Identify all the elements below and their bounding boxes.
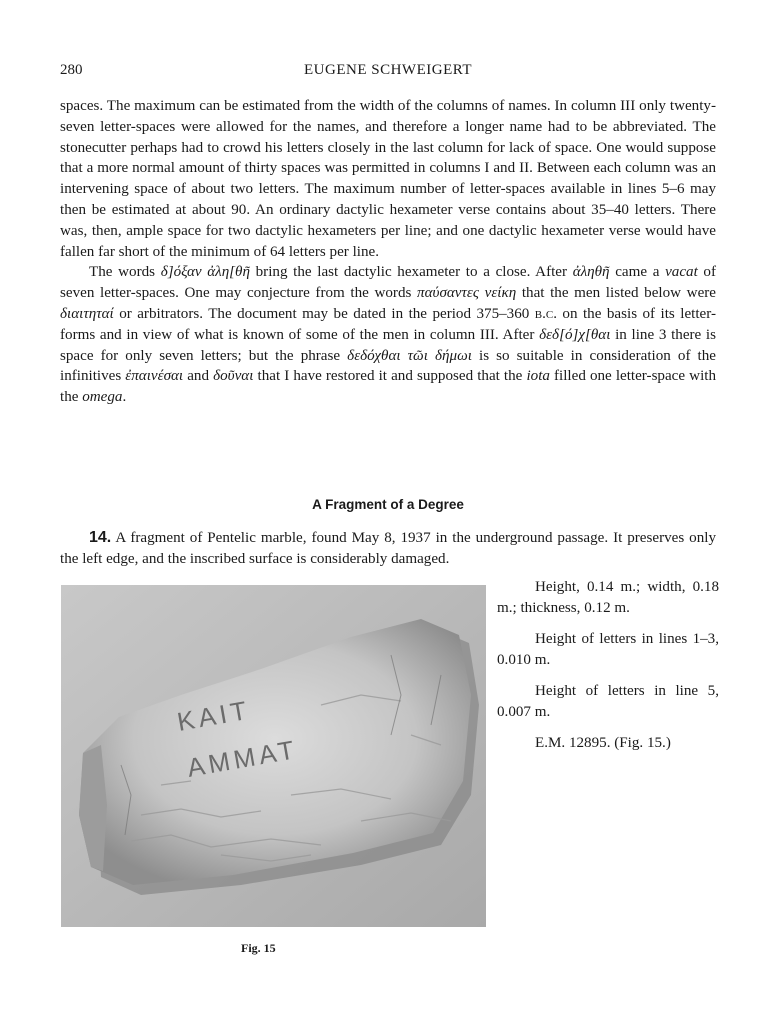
greek-phrase: δ]όξαν ἀλη[θῆ (160, 264, 250, 281)
text-run: that the men listed below were (516, 285, 716, 302)
text-run: came a (609, 264, 666, 281)
greek-phrase: ἐπαινέσαι (125, 368, 184, 385)
text-run: is so suitable in consideration of the infinitives (60, 347, 716, 385)
greek-phrase: παύσαντες νείκη (417, 285, 517, 302)
inscription-line-2: ΑΜΜΑΤ (184, 733, 301, 783)
letter-height-lines-1-3: Height of letters in lines 1–3, 0.010 m. (497, 631, 719, 668)
running-head: EUGENE SCHWEIGERT (304, 62, 472, 78)
paragraph-2 (60, 262, 716, 408)
text-run: that I have restored it and supposed that the (253, 368, 527, 385)
greek-phrase: δοῦναι (213, 368, 254, 385)
museum-reference: E.M. 12895. (Fig. 15.) (535, 735, 671, 751)
greek-phrase: διαιτηταί (60, 305, 114, 322)
text-run: . (122, 389, 127, 406)
italic-term: iota (526, 368, 550, 385)
italic-term: vacat (665, 264, 698, 281)
text-run: bring the last dactylic hexameter to a close. After (249, 264, 573, 281)
page-header (60, 62, 716, 82)
entry-number: 14. (89, 529, 112, 546)
greek-phrase: δεδόχθαι τῶι δήμωι (347, 347, 472, 364)
text-run: The words (89, 264, 161, 281)
text-run: and (183, 368, 214, 385)
text-run: or arbitrators. The document may be dated in the period 375–360 (113, 305, 535, 322)
italic-term: omega (82, 389, 123, 406)
body-text (60, 96, 716, 408)
fragment-illustration (61, 585, 486, 927)
entry-description: A fragment of Pentelic marble, found May 8, 1937 in the underground passage. It preserves only the left edge, and the inscribed surface is considerably damaged. (60, 530, 716, 567)
text-run: on the basis of its letter-forms and in view of what is known of some of the men in column III. After (60, 305, 716, 343)
inscription-line-1: ΚΑΙΤ (174, 694, 253, 737)
text-run: in line 3 there is space for only seven letters; but the phrase (60, 326, 716, 364)
section-heading: A Fragment of a Degree (312, 497, 464, 512)
page-number: 280 (60, 62, 83, 78)
text-run: of seven letter-spaces. One may conjecture from the words (60, 264, 716, 302)
greek-phrase: δεδ[ό]χ[θαι (539, 326, 611, 343)
dimensions: Height, 0.14 m.; width, 0.18 m.; thickness, 0.12 m. (497, 579, 719, 616)
greek-phrase: ἀληθῆ (572, 264, 610, 281)
measurements-panel (497, 577, 719, 764)
text-run: filled one letter-space with the (60, 368, 716, 406)
era-abbreviation: b.c. (534, 305, 557, 322)
paragraph-1: spaces. The maximum can be estimated from the width of the columns of names. In column III only twenty-seven letter-spaces were allowed for the names, and therefore a longer name had to be abbreviated. The stonecutter perhaps had to crowd his letters closely in the last column for lack of space. One would suppose that a more normal amount of thirty spaces was permitted in columns I and II. Between each column was an intervening space of about two letters. The maximum number of letter-spaces available in lines 5–6 may then be estimated at about 90. An ordinary dactylic hexameter verse contains about 35–40 letters. There was, then, ample space for two dactylic hexameters per line; and one dactylic hexameter verse would have fallen far short of the minimum of 64 letters per line. (60, 98, 716, 260)
figure-caption: Fig. 15 (241, 941, 276, 955)
catalogue-entry (60, 527, 716, 570)
marble-fragment-photo (61, 585, 486, 927)
letter-height-line-5: Height of letters in line 5, 0.007 m. (497, 683, 719, 720)
